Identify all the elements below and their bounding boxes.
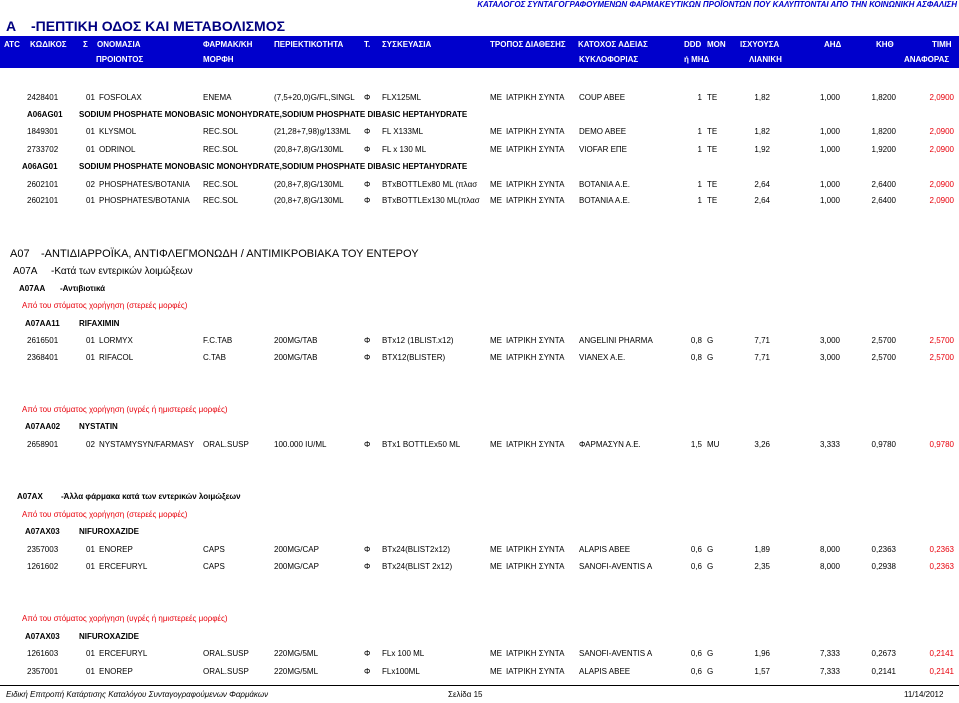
product-mode: ΜΕ [490,353,502,362]
product-mon: MU [707,440,720,449]
product-form: REC.SOL [203,127,239,136]
product-disp: ΙΑΤΡΙΚΗ ΣΥΝΤΑ [506,127,565,136]
product-mode: ΜΕ [490,545,502,554]
product-mon: TE [707,145,718,154]
group-atc: A07AA11 [25,319,60,328]
product-mon: TE [707,180,718,189]
product-strength: (7,5+20,0)G/FL,SINGL [274,93,355,102]
product-disp: ΙΑΤΡΙΚΗ ΣΥΝΤΑ [506,649,565,658]
product-price: 7,71 [754,336,770,345]
product-disp: ΙΑΤΡΙΚΗ ΣΥΝΤΑ [506,196,565,205]
product-ref: 0,2363 [929,545,954,554]
product-khth: 0,2363 [871,545,896,554]
product-mode: ΜΕ [490,145,502,154]
col-atc: ATC [4,40,20,49]
product-ahd: 1,000 [819,180,840,189]
product-code: 1261602 [27,562,59,571]
product-holder: BOTANIA A.E. [579,180,630,189]
product-mode: ΜΕ [490,336,502,345]
product-pack: BTx12 (1BLIST.x12) [382,336,454,345]
product-pack: BTxBOTTLEx80 ML (πλασ [382,180,478,189]
product-disp: ΙΑΤΡΙΚΗ ΣΥΝΤΑ [506,440,565,449]
product-ahd: 3,333 [819,440,840,449]
product-t: Φ [364,562,371,571]
product-form: REC.SOL [203,196,239,205]
product-khth: 0,2938 [871,562,896,571]
product-name: LORMYX [99,336,133,345]
product-t: Φ [364,93,371,102]
product-price: 1,82 [754,93,770,102]
product-mode: ΜΕ [490,667,502,676]
column-header [0,36,959,68]
col-khth: ΚΗΘ [876,40,894,49]
product-code: 2602101 [27,196,59,205]
product-code: 2733702 [27,145,59,154]
subsection-title: -Κατά των εντερικών λοιμώξεων [51,266,193,277]
product-holder: SANOFI-AVENTIS A [579,562,653,571]
product-ref: 0,2141 [929,667,954,676]
product-ref: 0,9780 [929,440,954,449]
product-ddd: 0,8 [690,353,702,362]
product-price: 1,89 [754,545,770,554]
product-ddd: 0,6 [690,545,702,554]
product-t: Φ [364,667,371,676]
product-seq: 01 [86,336,95,345]
product-ref: 2,0900 [929,196,954,205]
col-valid-2: ΛΙΑΝΙΚΗ [749,55,782,64]
product-pack: FLX125ML [382,93,422,102]
product-seq: 01 [86,649,95,658]
product-name: ENOREP [99,667,133,676]
route-label: Από του στόματος χορήγηση (στερεές μορφές) [22,301,188,310]
col-form-2: ΜΟΡΦΗ [203,55,234,64]
group-substance: SODIUM PHOSPHATE MONOBASIC MONOHYDRATE,SODIUM PHOSPHATE DIBASIC HEPTAHYDRATE [79,162,468,171]
product-strength: 100.000 IU/ML [274,440,327,449]
product-seq: 01 [86,667,95,676]
product-ref: 0,2363 [929,562,954,571]
product-ddd: 1 [697,145,702,154]
product-code: 2602101 [27,180,59,189]
product-name: ERCEFURYL [99,649,148,658]
product-disp: ΙΑΤΡΙΚΗ ΣΥΝΤΑ [506,93,565,102]
product-name: FOSFOLAX [99,93,142,102]
product-form: REC.SOL [203,145,239,154]
product-khth: 1,8200 [871,93,896,102]
product-name: NYSTAMYSYN/FARMASY [99,440,194,449]
product-khth: 2,6400 [871,196,896,205]
group-substance: RIFAXIMIN [79,319,120,328]
product-code: 2428401 [27,93,59,102]
col-strength: ΠΕΡΙΕΚΤΙΚΟΤΗΤΑ [274,40,344,49]
product-price: 1,96 [754,649,770,658]
product-t: Φ [364,145,371,154]
route-label: Από του στόματος χορήγηση (υγρές ή ημιστερεές μορφές) [22,614,228,623]
col-t: Τ. [364,40,371,49]
product-ahd: 7,333 [819,667,840,676]
product-mon: G [707,545,714,554]
product-code: 1849301 [27,127,59,136]
product-t: Φ [364,353,371,362]
product-mon: TE [707,93,718,102]
product-strength: 220MG/5ML [274,649,319,658]
subsection-code: A07AA [19,284,46,293]
product-ddd: 1,5 [690,440,702,449]
product-ddd: 0,6 [690,562,702,571]
product-seq: 01 [86,545,95,554]
product-holder: ΦΑΡΜΑΣΥΝ Α.Ε. [579,440,641,449]
product-ahd: 1,000 [819,127,840,136]
product-price: 2,35 [754,562,770,571]
product-code: 2357003 [27,545,59,554]
product-disp: ΙΑΤΡΙΚΗ ΣΥΝΤΑ [506,336,565,345]
product-holder: SANOFI-AVENTIS A [579,649,653,658]
chapter-title: -ΠΕΠΤΙΚΗ ΟΔΟΣ ΚΑΙ ΜΕΤΑΒΟΛΙΣΜΟΣ [31,18,285,34]
product-disp: ΙΑΤΡΙΚΗ ΣΥΝΤΑ [506,667,565,676]
product-ref: 2,0900 [929,145,954,154]
product-mon: G [707,353,714,362]
product-ahd: 7,333 [819,649,840,658]
product-seq: 02 [86,440,95,449]
col-ref: ΤΙΜΗ [932,40,952,49]
product-khth: 0,9780 [871,440,896,449]
group-atc: A06AG01 [22,162,58,171]
product-price: 7,71 [754,353,770,362]
product-mode: ΜΕ [490,562,502,571]
col-pack: ΣΥΣΚΕΥΑΣΙΑ [382,40,432,49]
product-pack: BTx24(BLIST 2x12) [382,562,453,571]
product-strength: (20,8+7,8)G/130ML [274,180,344,189]
product-khth: 2,5700 [871,353,896,362]
footer-committee: Ειδική Επιτροπή Κατάρτισης Καταλόγου Συνταγογραφούμενων Φαρμάκων [6,690,269,699]
product-pack: BTx24(BLIST2x12) [382,545,451,554]
product-ahd: 1,000 [819,145,840,154]
product-pack: FL X133ML [382,127,424,136]
product-t: Φ [364,440,371,449]
product-form: CAPS [203,545,225,554]
product-ref: 2,5700 [929,336,954,345]
product-ref: 2,0900 [929,93,954,102]
col-ddd: DDD [684,40,702,49]
product-ahd: 8,000 [819,562,840,571]
product-code: 1261603 [27,649,59,658]
product-holder: COUP ABEE [579,93,626,102]
product-strength: 220MG/5ML [274,667,319,676]
product-t: Φ [364,649,371,658]
group-substance: NIFUROXAZIDE [79,632,139,641]
product-mode: ΜΕ [490,196,502,205]
product-price: 1,92 [754,145,770,154]
product-ahd: 1,000 [819,93,840,102]
product-form: REC.SOL [203,180,239,189]
product-ddd: 1 [697,93,702,102]
product-holder: ALAPIS ABEE [579,667,631,676]
footer-rule [0,685,959,686]
product-mode: ΜΕ [490,93,502,102]
product-name: RIFACOL [99,353,134,362]
subsection-title: -Αντιβιοτικά [60,284,106,293]
product-mode: ΜΕ [490,180,502,189]
product-ddd: 1 [697,180,702,189]
col-form: ΦΑΡΜΑΚ/ΚΗ [203,40,253,49]
product-mon: G [707,562,714,571]
product-name: ENOREP [99,545,133,554]
product-strength: 200MG/TAB [274,336,318,345]
product-pack: FLx 100 ML [382,649,425,658]
product-pack: FLx100ML [382,667,420,676]
catalog-title: ΚΑΤΑΛΟΓΟΣ ΣΥΝΤΑΓΟΓΡΑΦΟΥΜΕΝΩΝ ΦΑΡΜΑΚΕΥΤΙΚΩΝ ΠΡΟΪΟΝΤΩΝ ΠΟΥ ΚΑΛΥΠΤΟΝΤΑΙ ΑΠΟ ΤΗΝ ΚΟΙΝΩΝΙΚΗ ΑΣΦΑΛΙΣΗ [477,0,957,9]
product-mode: ΜΕ [490,649,502,658]
product-seq: 01 [86,196,95,205]
product-holder: ANGELINI PHARMA [579,336,653,345]
product-form: CAPS [203,562,225,571]
product-ddd: 0,6 [690,667,702,676]
col-name: ΟΝΟΜΑΣΙΑ [97,40,141,49]
product-strength: 200MG/TAB [274,353,318,362]
product-holder: ALAPIS ABEE [579,545,631,554]
product-khth: 2,6400 [871,180,896,189]
product-mon: TE [707,196,718,205]
product-name: PHOSPHATES/BOTANIA [99,180,190,189]
subsection-code: A07A [13,266,38,277]
product-ddd: 0,8 [690,336,702,345]
product-form: ENEMA [203,93,232,102]
col-holder: ΚΑΤΟΧΟΣ ΑΔΕΙΑΣ [578,40,648,49]
product-seq: 01 [86,145,95,154]
product-code: 2368401 [27,353,59,362]
section-title: -ΑΝΤΙΔΙΑΡΡΟΪΚΑ, ΑΝΤΙΦΛΕΓΜΟΝΩΔΗ / ΑΝΤΙΜΙΚΡΟΒΙΑΚΑ ΤΟΥ ΕΝΤΕΡΟΥ [41,248,419,260]
product-mon: TE [707,127,718,136]
product-form: F.C.TAB [203,336,233,345]
product-ref: 2,5700 [929,353,954,362]
product-khth: 1,9200 [871,145,896,154]
product-pack: BTxBOTTLEx130 ML(πλασ [382,196,480,205]
product-ahd: 8,000 [819,545,840,554]
col-ahd: ΑΗΔ [824,40,842,49]
section-code: A07 [10,248,30,260]
product-strength: (21,28+7,98)g/133ML [274,127,351,136]
product-pack: BTX12(BLISTER) [382,353,446,362]
product-seq: 02 [86,180,95,189]
product-mode: ΜΕ [490,440,502,449]
subsection-title: -Άλλα φάρμακα κατά των εντερικών λοιμώξεων [61,492,241,501]
product-t: Φ [364,196,371,205]
product-disp: ΙΑΤΡΙΚΗ ΣΥΝΤΑ [506,562,565,571]
product-form: ORAL.SUSP [203,667,249,676]
product-pack: BTx1 BOTTLEx50 ML [382,440,461,449]
product-t: Φ [364,180,371,189]
product-ref: 2,0900 [929,127,954,136]
product-ddd: 1 [697,127,702,136]
product-price: 1,82 [754,127,770,136]
product-mon: G [707,336,714,345]
product-strength: 200MG/CAP [274,562,319,571]
product-name: KLYSMOL [99,127,137,136]
product-code: 2616501 [27,336,59,345]
col-s: Σ [83,40,88,49]
product-disp: ΙΑΤΡΙΚΗ ΣΥΝΤΑ [506,353,565,362]
product-ahd: 3,000 [819,336,840,345]
product-mon: G [707,667,714,676]
product-ref: 2,0900 [929,180,954,189]
product-t: Φ [364,127,371,136]
col-ddd-2: ή ΜΗΔ [684,55,710,64]
product-price: 1,57 [754,667,770,676]
col-name-2: ΠΡΟΙΟΝΤΟΣ [96,55,144,64]
top-band [0,0,959,14]
product-holder: DEMO ABEE [579,127,627,136]
chapter-letter: A [6,18,17,34]
product-disp: ΙΑΤΡΙΚΗ ΣΥΝΤΑ [506,145,565,154]
product-strength: (20,8+7,8)G/130ML [274,196,344,205]
product-code: 2357001 [27,667,59,676]
product-ref: 0,2141 [929,649,954,658]
product-form: ORAL.SUSP [203,649,249,658]
product-form: C.TAB [203,353,226,362]
product-holder: BOTANIA A.E. [579,196,630,205]
product-mode: ΜΕ [490,127,502,136]
product-ahd: 1,000 [819,196,840,205]
product-seq: 01 [86,93,95,102]
product-price: 3,26 [754,440,770,449]
group-substance: SODIUM PHOSPHATE MONOBASIC MONOHYDRATE,SODIUM PHOSPHATE DIBASIC HEPTAHYDRATE [79,110,468,119]
group-atc: A07AA02 [25,422,61,431]
product-price: 2,64 [754,196,770,205]
product-mon: G [707,649,714,658]
footer-page: Σελίδα 15 [448,690,483,699]
product-strength: 200MG/CAP [274,545,319,554]
product-seq: 01 [86,353,95,362]
product-ddd: 0,6 [690,649,702,658]
product-name: PHOSPHATES/BOTANIA [99,196,190,205]
col-holder-2: ΚΥΚΛΟΦΟΡΙΑΣ [579,55,639,64]
product-code: 2658901 [27,440,59,449]
product-ddd: 1 [697,196,702,205]
product-price: 2,64 [754,180,770,189]
col-ref-2: ΑΝΑΦΟΡΑΣ [904,55,950,64]
product-khth: 2,5700 [871,336,896,345]
product-strength: (20,8+7,8)G/130ML [274,145,344,154]
group-atc: A07AX03 [25,632,60,641]
col-disp: ΤΡΟΠΟΣ ΔΙΑΘΕΣΗΣ [490,40,566,49]
col-valid: ΙΣΧΥΟΥΣΑ [740,40,780,49]
product-khth: 0,2141 [871,667,896,676]
product-seq: 01 [86,562,95,571]
col-mon: MON [707,40,726,49]
group-atc: A06AG01 [27,110,63,119]
product-khth: 0,2673 [871,649,896,658]
product-holder: VIANEX A.E. [579,353,626,362]
product-disp: ΙΑΤΡΙΚΗ ΣΥΝΤΑ [506,180,565,189]
product-name: ODRINOL [99,145,136,154]
footer-date: 11/14/2012 [904,690,944,699]
subsection-code: A07AX [17,492,43,501]
group-substance: NIFUROXAZIDE [79,527,139,536]
product-disp: ΙΑΤΡΙΚΗ ΣΥΝΤΑ [506,545,565,554]
group-atc: A07AX03 [25,527,60,536]
product-holder: VIOFAR ΕΠΕ [579,145,628,154]
product-form: ORAL.SUSP [203,440,249,449]
route-label: Από του στόματος χορήγηση (στερεές μορφές) [22,510,188,519]
product-name: ERCEFURYL [99,562,148,571]
product-t: Φ [364,545,371,554]
product-ahd: 3,000 [819,353,840,362]
route-label: Από του στόματος χορήγηση (υγρές ή ημιστερεές μορφές) [22,405,228,414]
col-code: ΚΩΔΙΚΟΣ [30,40,67,49]
product-khth: 1,8200 [871,127,896,136]
product-t: Φ [364,336,371,345]
product-seq: 01 [86,127,95,136]
group-substance: NYSTATIN [79,422,118,431]
product-pack: FL x 130 ML [382,145,427,154]
